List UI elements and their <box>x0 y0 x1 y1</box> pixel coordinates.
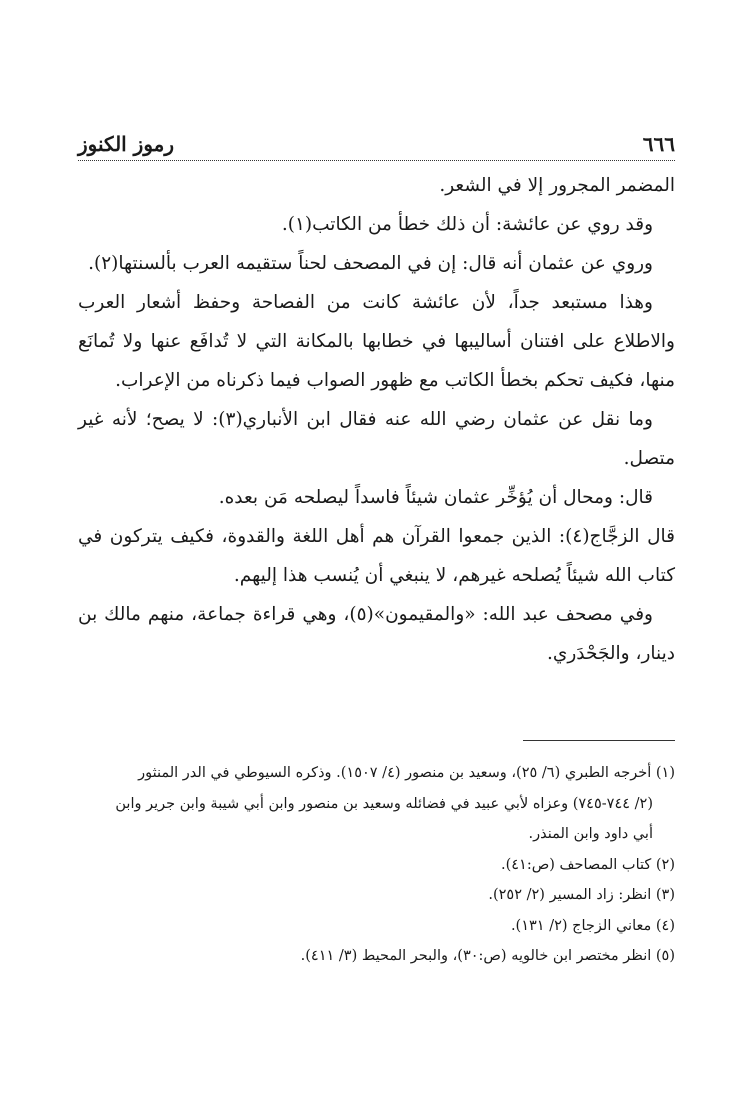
footnote-2: (٢) كتاب المصاحف (ص:٤١). <box>500 856 675 873</box>
paragraph: قال: ومحال أن يُؤخِّر عثمان شيئاً فاسداً ليصلحه مَن بعده. <box>218 487 653 508</box>
paragraph: وروي عن عثمان أنه قال: إن في المصحف لحناً ستقيمه العرب بألسنتها(٢). <box>88 253 653 274</box>
main-text <box>78 166 675 673</box>
paragraph: وهذا مستبعد جداً، لأن عائشة كانت من الفصاحة وحفظ أشعار العرب والاطلاع على افتنان أساليبها في خطابها بالمكانة التي لا تُدافَع عنها ولا تُمانَع منها، فكيف تحكم بخطأ الكاتب مع ظهور الصواب فيما ذكرناه من الإعراب. <box>78 292 675 391</box>
footnotes <box>78 758 675 972</box>
paragraph: وقد روي عن عائشة: أن ذلك خطأ من الكاتب(١). <box>281 214 653 235</box>
paragraph: وما نقل عن عثمان رضي الله عنه فقال ابن الأنباري(٣): لا يصح؛ لأنه غير متصل. <box>78 409 675 469</box>
paragraph: قال الزجَّاج(٤): الذين جمعوا القرآن هم أهل اللغة والقدوة، فكيف يتركون في كتاب الله شيئاً يُصلحه غيرهم، لا ينبغي أن يُنسب هذا إليهم. <box>78 526 675 586</box>
paragraph: المضمر المجرور إلا في الشعر. <box>439 175 675 196</box>
page-header <box>78 126 675 161</box>
footnote-5: (٥) انظر مختصر ابن خالويه (ص:٣٠)، والبحر المحيط (٣/ ٤١١). <box>300 948 675 964</box>
footnote-separator <box>523 740 675 741</box>
footnote-3: (٣) انظر: زاد المسير (٢/ ٢٥٢). <box>488 887 675 903</box>
running-title: رموز الكنوز <box>78 132 175 156</box>
paragraph: وفي مصحف عبد الله: «والمقيمون»(٥)، وهي قراءة جماعة، منهم مالك بن دينار، والجَحْدَري. <box>78 604 675 664</box>
footnote-1: (١) أخرجه الطبري (٦/ ٢٥)، وسعيد بن منصور (٤/ ١٥٠٧). وذكره السيوطي في الدر المنثور <box>138 765 675 781</box>
footnote-4: (٤) معاني الزجاج (٢/ ١٣١). <box>510 917 675 934</box>
footnote-1-continuation: (٢/ ٧٤٤-٧٤٥) وعزاه لأبي عبيد في فضائله وسعيد بن منصور وابن أبي شيبة وابن جرير وابن <box>115 795 653 812</box>
footnote-1-continuation: أبي داود وابن المنذر. <box>528 826 653 842</box>
page-number: ٦٦٦ <box>642 132 675 156</box>
